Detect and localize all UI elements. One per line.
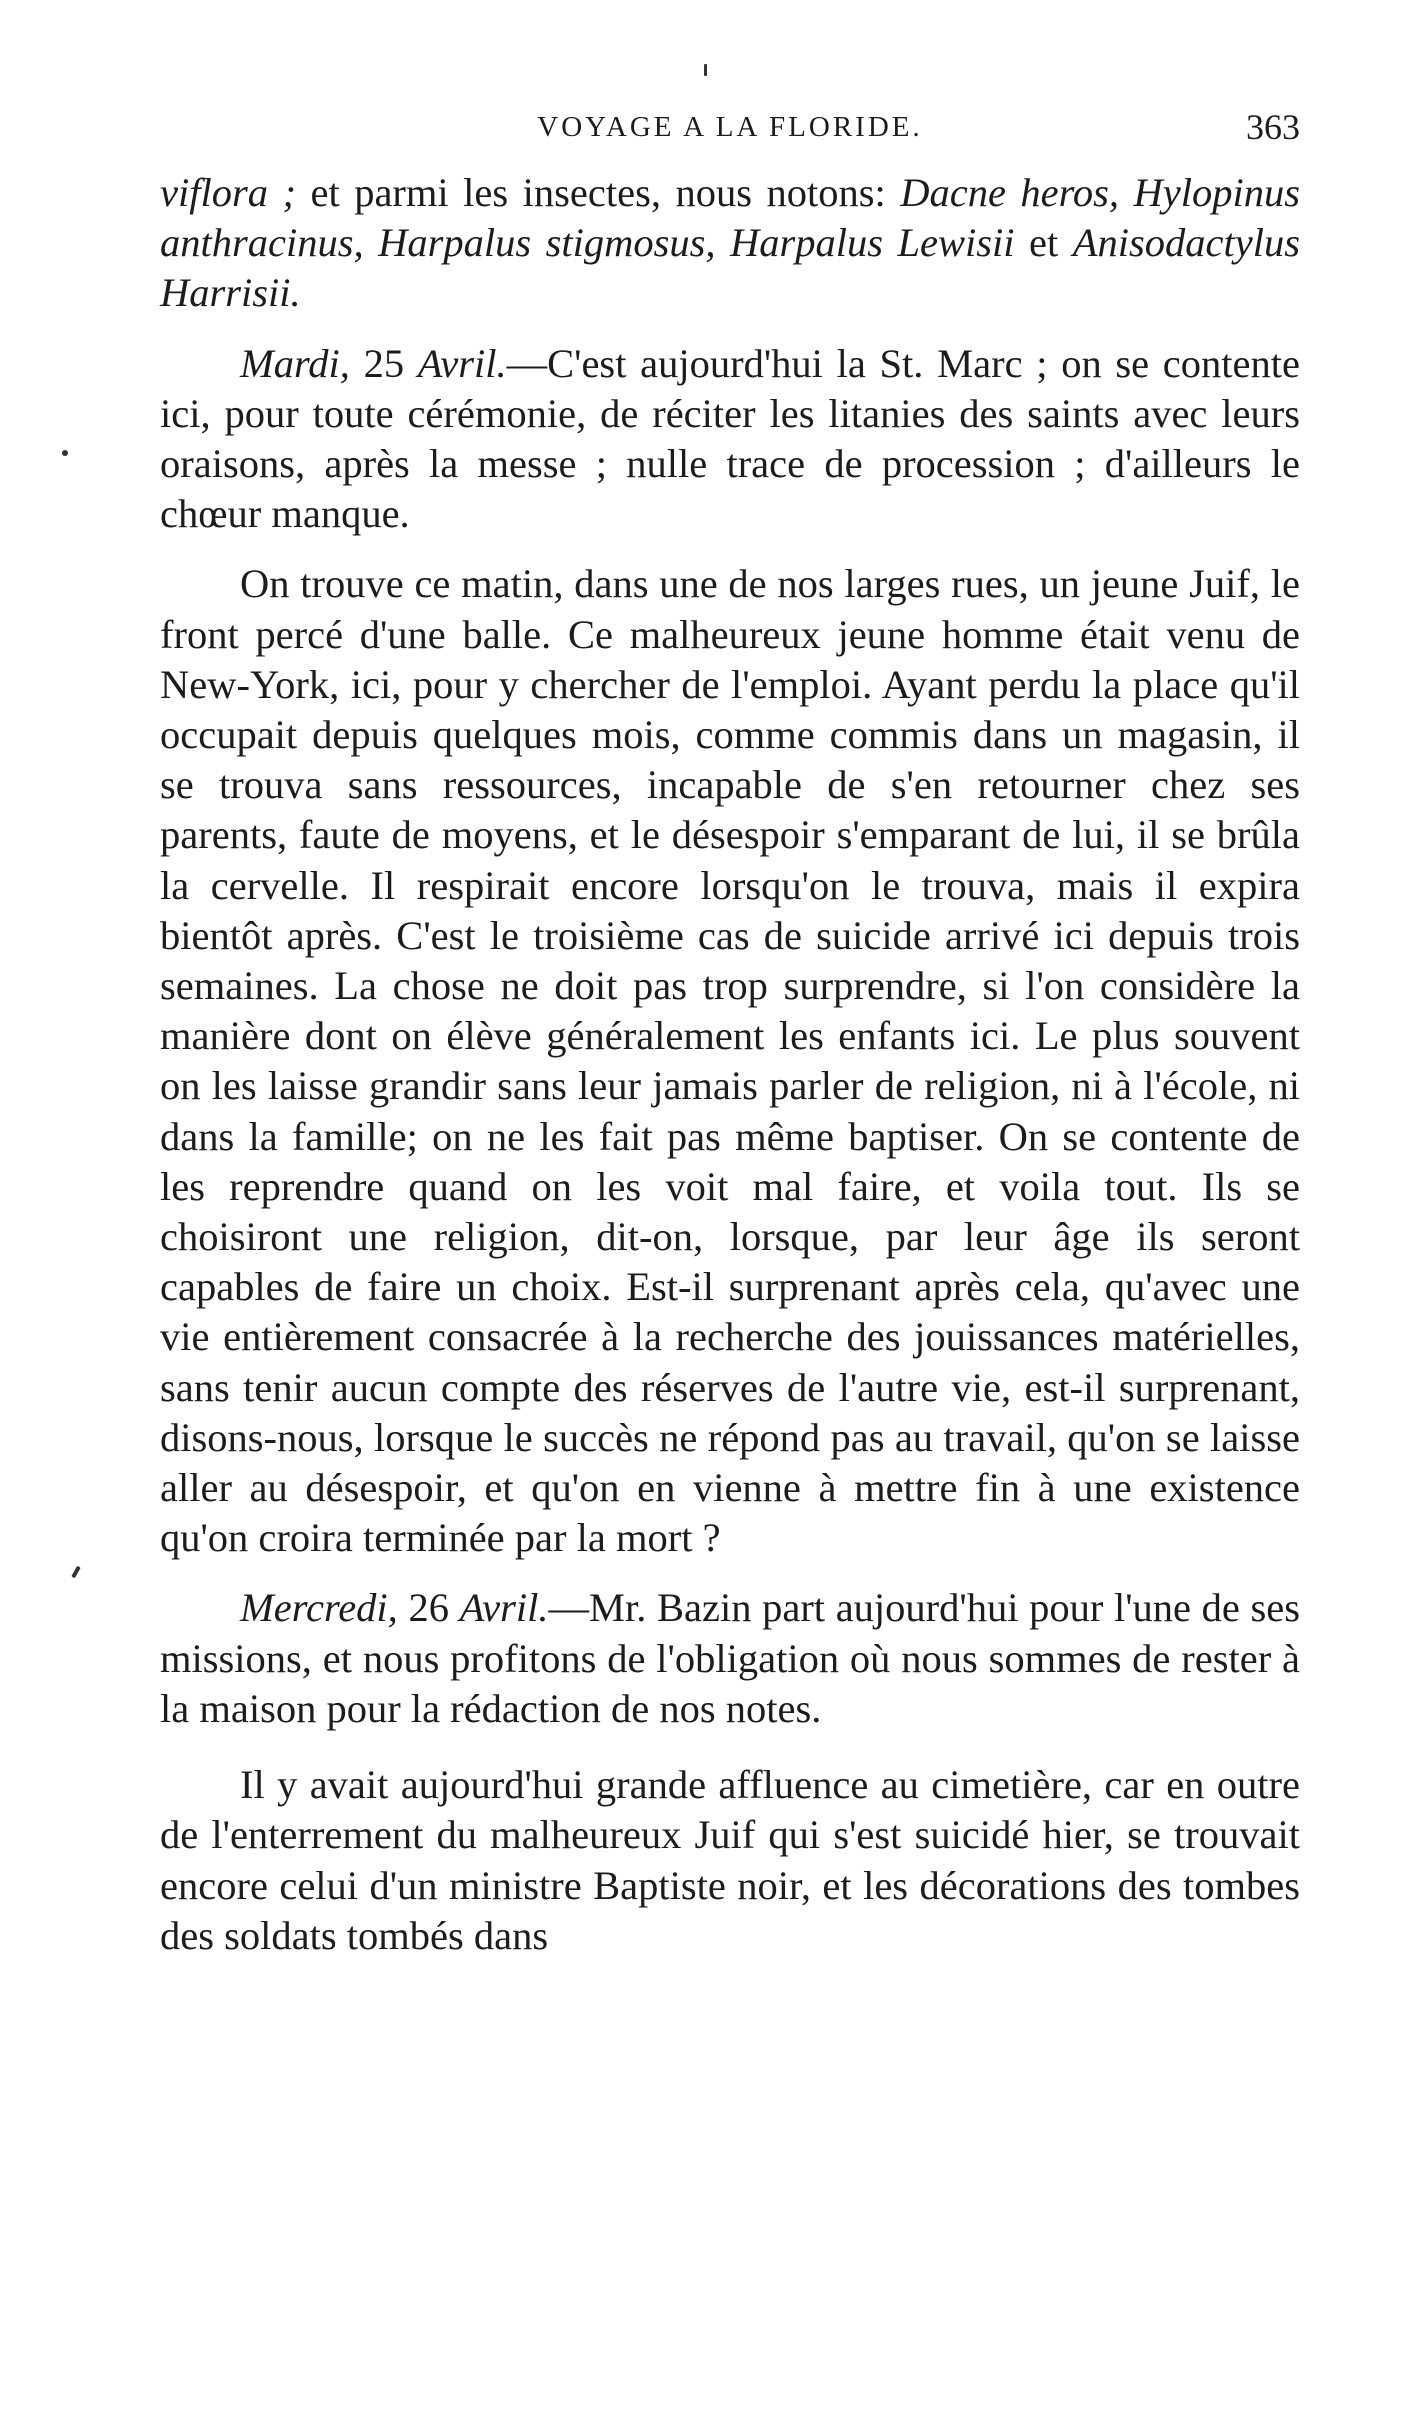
- species-names: Anisodactylus Harrisii.: [160, 220, 1300, 316]
- paragraph-continuation: [160, 168, 1300, 319]
- paragraph-text: et: [1014, 220, 1073, 266]
- margin-speck: [62, 450, 68, 456]
- body-text: [160, 168, 1300, 1961]
- entry-date: 26: [397, 1585, 460, 1631]
- entry-month: Avril.: [459, 1585, 549, 1631]
- margin-speck: [704, 64, 707, 76]
- entry-date: 25: [349, 340, 418, 386]
- running-title: VOYAGE A LA FLORIDE.: [537, 111, 923, 143]
- entry-month: Avril.: [417, 340, 507, 386]
- paragraph-text: —Mr. Bazin part aujourd'hui pour l'une de ses missions, et nous profitons de l'obligation où nous sommes de rester à la maison pour la rédaction de nos notes.: [160, 1585, 1300, 1731]
- diary-entry-mardi: [160, 339, 1300, 540]
- paragraph-text: et parmi les insectes, nous notons:: [295, 170, 901, 215]
- italic-text: viflora ;: [160, 170, 296, 215]
- paragraph-text: —C'est aujourd'hui la St. Marc ; on se contente ici, pour toute cérémonie, de réciter les litanies des saints avec leurs oraisons, après la messe ; nulle trace de procession ; d'ailleurs le chœur manque.: [160, 340, 1300, 537]
- entry-day: Mardi,: [240, 340, 350, 386]
- margin-speck: [71, 1566, 80, 1578]
- paragraph-cemetery: Il y avait aujourd'hui grande affluence au cimetière, car en outre de l'enterrement du malheureux Juif qui s'est suicidé hier, se trouvait encore celui d'un ministre Baptiste noir, et les décorations des tombes des soldats tombés dans: [160, 1762, 1300, 1958]
- entry-day: Mercredi,: [240, 1585, 398, 1631]
- running-head: [160, 102, 1300, 152]
- page-number: 363: [1246, 107, 1300, 147]
- species-names: Dacne heros, Hylopinus anthracinus, Harpalus stigmosus, Harpalus Lewisii: [160, 170, 1301, 266]
- diary-entry-mercredi: [160, 1583, 1300, 1734]
- paragraph-suicide-account: On trouve ce matin, dans une de nos larges rues, un jeune Juif, le front percé d'une balle. Ce malheureux jeune homme était venu de New-York, ici, pour y chercher de l'emploi. Ayant perdu la place qu'il occupait depuis quelques mois, comme commis dans un magasin, il se trouva sans ressources, incapable de s'en retourner chez ses parents, faute de moyens, et le désespoir s'emparant de lui, il se brûla la cervelle. Il respirait encore lorsqu'on le trouva, mais il expira bientôt après. C'est le troisième cas de suicide arrivé ici depuis trois semaines. La chose ne doit pas trop surprendre, si l'on considère la manière dont on élève généralement les enfants ici. Le plus souvent on les laisse grandir sans leur jamais parler de religion, ni à l'école, ni dans la famille; on ne les fait pas même baptiser. On se contente de les reprendre quand on les voit mal faire, et voila tout. Ils se choisiront une religion, dit-on, lorsque, par leur âge ils seront capables de faire un choix. Est-il surprenant après cela, qu'avec une vie entièrement consacrée à la recherche des jouissances matérielles, sans tenir aucun compte des réserves de l'autre vie, est-il surprenant, disons-nous, lorsque le succès ne répond pas au travail, qu'on se laisse aller au désespoir, et qu'on en vienne à mettre fin à une existence qu'on croira terminée par la mort ?: [160, 561, 1300, 1561]
